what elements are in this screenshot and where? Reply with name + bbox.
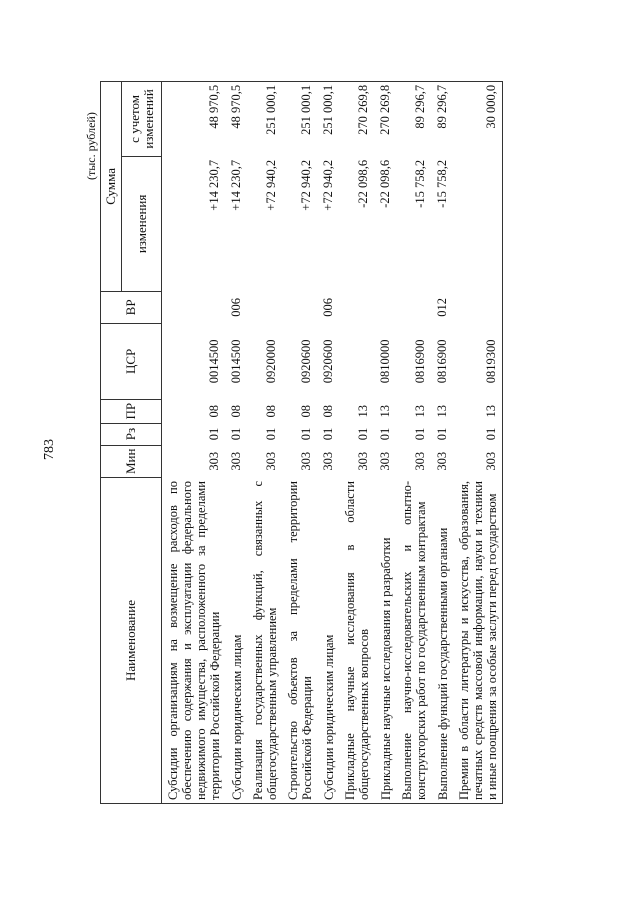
row-vr bbox=[282, 291, 317, 323]
row-name: Премии в области литературы и искусства, образования, печатных средств массовой информации, науки и техники и иные поощрения за особые заслуги перед государством bbox=[453, 478, 503, 804]
row-change: -22 098,6 bbox=[356, 159, 370, 208]
row-pr: 08 bbox=[207, 404, 221, 418]
row-vr bbox=[396, 291, 431, 323]
row-vr: 006 bbox=[229, 298, 243, 317]
row-csr: 0014500 bbox=[229, 339, 243, 384]
row-csr: 0816900 bbox=[413, 339, 427, 384]
header-min: Мин bbox=[101, 445, 162, 477]
row-rz: 01 bbox=[264, 427, 278, 441]
row-min: 303 bbox=[435, 451, 449, 471]
row-rz: 01 bbox=[435, 427, 449, 441]
row-pr: 13 bbox=[356, 404, 370, 418]
row-pr: 13 bbox=[378, 404, 392, 418]
row-csr: 0810000 bbox=[378, 339, 392, 384]
row-change: +14 230,7 bbox=[229, 159, 243, 211]
table-row bbox=[453, 81, 503, 803]
table-row bbox=[374, 81, 396, 803]
row-pr: 08 bbox=[229, 404, 243, 418]
row-csr bbox=[339, 323, 374, 399]
row-vr bbox=[374, 291, 396, 323]
row-total: 251 000,1 bbox=[247, 81, 282, 156]
row-vr bbox=[162, 291, 226, 323]
row-vr bbox=[247, 291, 282, 323]
row-total: 89 296,7 bbox=[431, 81, 453, 156]
row-total: 270 269,8 bbox=[374, 81, 396, 156]
row-min: 303 bbox=[413, 451, 427, 471]
table-body bbox=[162, 81, 503, 803]
header-rz: Рз bbox=[101, 423, 162, 445]
header-vr: ВР bbox=[101, 291, 162, 323]
header-name: Наименование bbox=[101, 478, 162, 804]
budget-table bbox=[100, 81, 503, 804]
row-total: 48 970,5 bbox=[162, 81, 226, 156]
row-rz: 01 bbox=[378, 427, 392, 441]
header-changes: изменения bbox=[122, 156, 162, 291]
row-change: +72 940,2 bbox=[321, 159, 335, 211]
row-pr: 13 bbox=[435, 404, 449, 418]
table-row bbox=[396, 81, 431, 803]
row-pr: 08 bbox=[321, 404, 335, 418]
row-change: -15 758,2 bbox=[413, 159, 427, 208]
row-pr: 08 bbox=[264, 404, 278, 418]
header-sum: Сумма bbox=[101, 81, 122, 291]
row-total: 270 269,8 bbox=[339, 81, 374, 156]
row-csr: 0819300 bbox=[453, 323, 503, 399]
row-total: 48 970,5 bbox=[225, 81, 247, 156]
row-name: Реализация государственных функций, связанных с общегосударственным управлением bbox=[247, 478, 282, 804]
row-change: +72 940,2 bbox=[264, 159, 278, 211]
row-csr: 0014500 bbox=[207, 339, 221, 384]
row-name: Выполнение научно-исследовательских и опытно-конструкторских работ по государственным контрактам bbox=[396, 478, 431, 804]
page-number: 783 bbox=[42, 439, 57, 460]
row-name: Прикладные научные исследования в области общегосударственных вопросов bbox=[339, 478, 374, 804]
row-min: 303 bbox=[356, 451, 370, 471]
header-pr: ПР bbox=[101, 399, 162, 423]
row-vr: 006 bbox=[321, 298, 335, 317]
row-min: 303 bbox=[264, 451, 278, 471]
row-pr: 13 bbox=[453, 399, 503, 423]
row-total: 30 000,0 bbox=[453, 81, 503, 156]
table-row bbox=[282, 81, 317, 803]
row-rz: 01 bbox=[356, 427, 370, 441]
table-row bbox=[225, 81, 247, 803]
unit-note: (тыс. рублей) bbox=[84, 112, 98, 180]
row-name: Субсидии юридическим лицам bbox=[225, 478, 247, 804]
row-csr: 0920600 bbox=[299, 339, 313, 384]
table-row bbox=[317, 81, 339, 803]
row-total: 89 296,7 bbox=[396, 81, 431, 156]
row-min: 303 bbox=[378, 451, 392, 471]
table-row bbox=[247, 81, 282, 803]
row-change: -15 758,2 bbox=[435, 159, 449, 208]
header-with-changes: с учетом изменений bbox=[122, 81, 162, 156]
row-change: +72 940,2 bbox=[299, 159, 313, 211]
header-csr: ЦСР bbox=[101, 323, 162, 399]
row-change bbox=[453, 156, 503, 291]
row-name: Выполнение функций государственными органами bbox=[431, 478, 453, 804]
row-total: 251 000,1 bbox=[282, 81, 317, 156]
row-change: +14 230,7 bbox=[207, 159, 221, 211]
row-pr: 08 bbox=[299, 404, 313, 418]
row-name: Прикладные научные исследования и разработки bbox=[374, 478, 396, 804]
row-min: 303 bbox=[229, 451, 243, 471]
row-pr: 13 bbox=[413, 404, 427, 418]
row-csr: 0816900 bbox=[435, 339, 449, 384]
row-csr: 0920000 bbox=[264, 339, 278, 384]
row-change: -22 098,6 bbox=[378, 159, 392, 208]
row-vr bbox=[453, 291, 503, 323]
table-row bbox=[339, 81, 374, 803]
row-min: 303 bbox=[299, 451, 313, 471]
row-name: Субсидии организациям на возмещение расходов по обеспечению содержания и эксплуатации федерального недвижимого имущества, расположенного за пределами территории Российской Федерации bbox=[162, 478, 226, 804]
row-rz: 01 bbox=[229, 427, 243, 441]
row-min: 303 bbox=[207, 451, 221, 471]
row-vr bbox=[339, 291, 374, 323]
row-min: 303 bbox=[453, 445, 503, 477]
row-rz: 01 bbox=[453, 423, 503, 445]
row-vr: 012 bbox=[435, 298, 449, 317]
row-name: Строительство объектов за пределами территории Российской Федерации bbox=[282, 478, 317, 804]
row-rz: 01 bbox=[207, 427, 221, 441]
row-total: 251 000,1 bbox=[317, 81, 339, 156]
row-rz: 01 bbox=[413, 427, 427, 441]
row-min: 303 bbox=[321, 451, 335, 471]
row-rz: 01 bbox=[321, 427, 335, 441]
table-row bbox=[431, 81, 453, 803]
row-csr: 0920600 bbox=[321, 339, 335, 384]
row-name: Субсидии юридическим лицам bbox=[317, 478, 339, 804]
table-row bbox=[162, 81, 226, 803]
row-rz: 01 bbox=[299, 427, 313, 441]
